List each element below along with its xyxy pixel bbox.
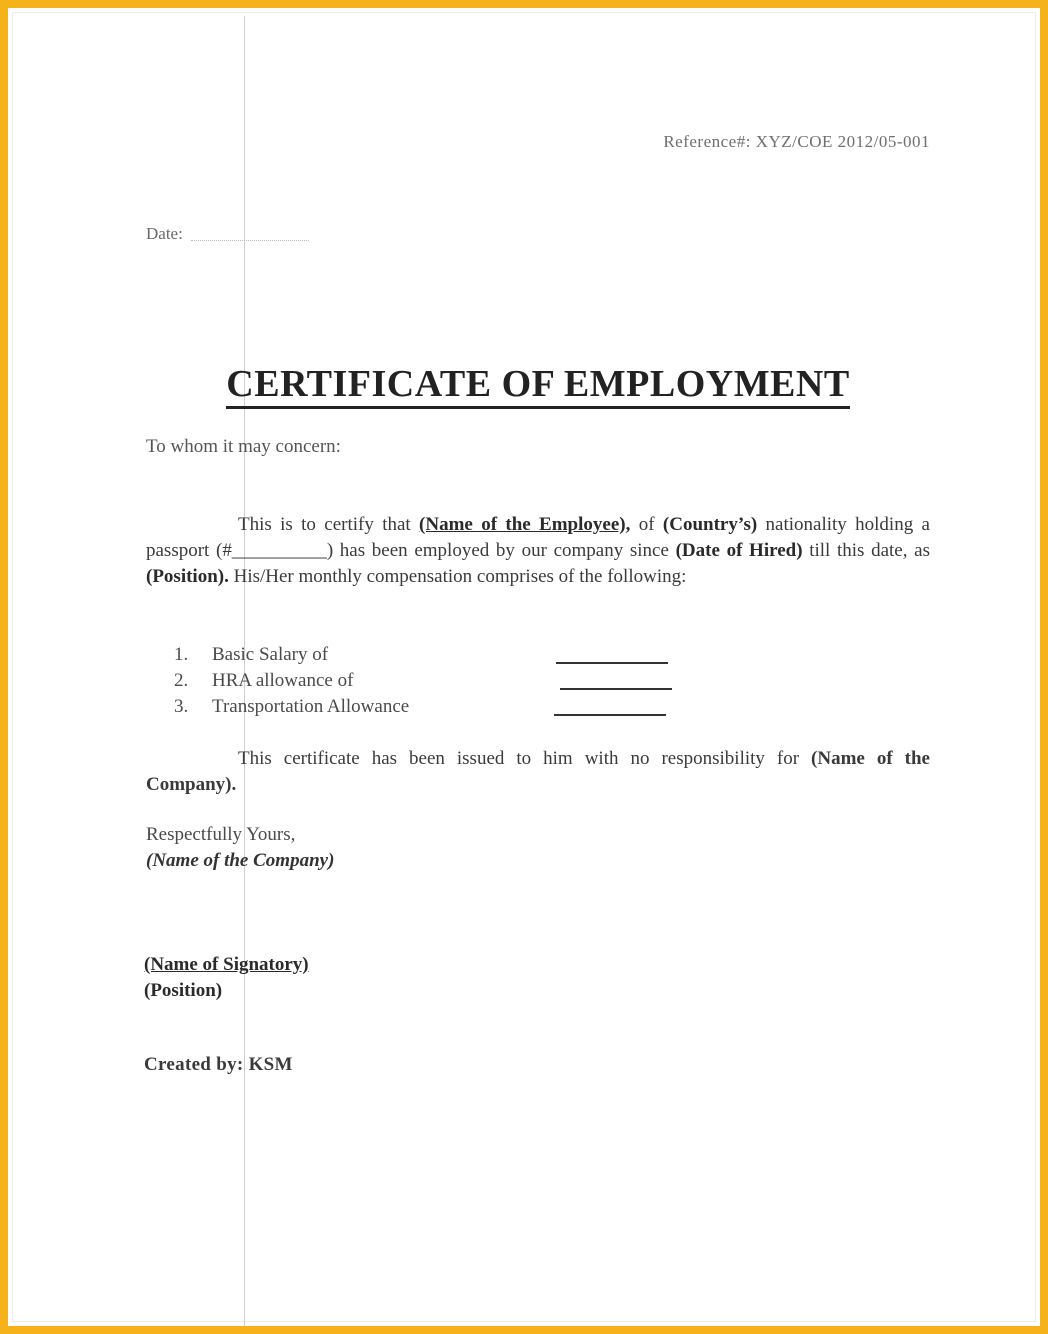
- certificate-title: [8, 362, 1048, 406]
- body-text-1: This is to certify that: [238, 514, 420, 535]
- item-label: HRA allowance of: [212, 670, 354, 691]
- date-blank: [191, 240, 309, 241]
- body-text-5: His/Her monthly compensation comprises of the following:: [228, 566, 687, 587]
- date-label: Date:: [146, 224, 183, 243]
- item-number: 2.: [174, 670, 189, 691]
- amount-blank: [554, 714, 666, 716]
- salutation: To whom it may concern:: [146, 436, 341, 457]
- closing-paragraph: [146, 746, 930, 798]
- company-name-placeholder: (Name of the Company).: [146, 748, 930, 795]
- created-by: Created by: KSM: [144, 1054, 293, 1075]
- item-label: Transportation Allowance: [212, 696, 410, 717]
- signatory-position: (Position): [144, 980, 223, 1001]
- amount-blank: [560, 688, 672, 690]
- list-item: [174, 642, 674, 668]
- amount-blank: [556, 662, 668, 664]
- item-label: Basic Salary of: [212, 644, 329, 665]
- position-placeholder: (Position).: [146, 566, 229, 587]
- body-text-3: nationality holding a passport (#__________) has been employed by our company since: [146, 514, 930, 561]
- closing-text: This certificate has been issued to him with no responsibility for: [238, 748, 812, 769]
- list-item: [174, 694, 674, 720]
- signatory-name: (Name of Signatory): [144, 954, 309, 975]
- signoff-block: [146, 822, 334, 874]
- signoff-company: (Name of the Company): [146, 850, 335, 871]
- item-number: 3.: [174, 696, 189, 717]
- reference-number: Reference#: XYZ/COE 2012/05-001: [663, 132, 930, 151]
- title-text: CERTIFICATE OF EMPLOYMENT: [226, 363, 849, 409]
- signatory-block: [144, 952, 309, 1004]
- certificate-page: [8, 8, 1040, 1326]
- compensation-list: [174, 642, 674, 720]
- list-item: [174, 668, 674, 694]
- respectfully-text: Respectfully Yours,: [146, 824, 296, 845]
- body-paragraph: [146, 512, 930, 590]
- date-hired-placeholder: (Date of Hired): [675, 540, 803, 561]
- body-text-2: of: [630, 514, 663, 535]
- date-row: [146, 224, 309, 244]
- body-text-4: till this date, as: [802, 540, 930, 561]
- country-placeholder: (Country’s): [662, 514, 758, 535]
- item-number: 1.: [174, 644, 189, 665]
- employee-name-placeholder: (Name of the Employee),: [419, 514, 631, 535]
